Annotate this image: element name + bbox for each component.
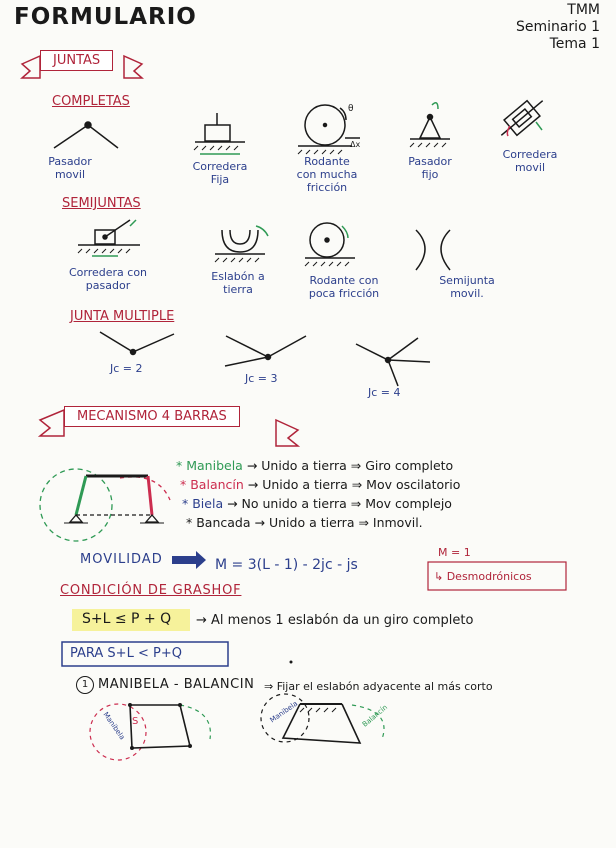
mecanismo-banner: MECANISMO 4 BARRAS bbox=[64, 406, 240, 427]
topic-label: Tema 1 bbox=[549, 36, 600, 52]
dx-label: Δx bbox=[350, 140, 361, 149]
mecanismo-list bbox=[172, 458, 460, 530]
semijunta-movil-drawing bbox=[416, 230, 450, 270]
manibela-item bbox=[176, 458, 460, 473]
juntas-banner: JUNTAS bbox=[40, 50, 113, 71]
movilidad-arrow bbox=[172, 551, 206, 569]
completas-label-1: Pasador movil bbox=[48, 155, 92, 181]
case-text: ⇒ Fijar el eslabón adyacente al más corto bbox=[264, 680, 493, 693]
biela-item bbox=[182, 496, 460, 511]
biela-desc: → No unido a tierra ⇒ Mov complejo bbox=[227, 496, 452, 511]
completas-label-5: Corredera movil bbox=[502, 148, 558, 174]
fig-left-manibela-label: Manibela bbox=[101, 710, 127, 742]
page-title: FORMULARIO bbox=[14, 4, 197, 30]
semijuntas-label-2: Eslabón a tierra bbox=[211, 270, 265, 296]
corredera-pasador-drawing bbox=[78, 220, 140, 256]
bancada-name: Bancada bbox=[196, 515, 251, 530]
grashof-boxed-text: PARA S+L < P+Q bbox=[70, 646, 182, 661]
movilidad-label: MOVILIDAD bbox=[80, 552, 163, 567]
pasador-fijo-drawing bbox=[410, 103, 450, 147]
bancada-item bbox=[186, 515, 460, 530]
movilidad-note-bottom: ↳ Desmodrónicos bbox=[434, 570, 532, 583]
manibela-desc: → Unido a tierra ⇒ Giro completo bbox=[246, 458, 454, 473]
seminar-label: Seminario 1 bbox=[515, 19, 600, 35]
biela-name: Biela bbox=[192, 496, 224, 511]
theta-label: θ bbox=[348, 104, 354, 114]
bancada-desc: → Unido a tierra ⇒ Inmovil. bbox=[254, 515, 423, 530]
completas-label-3: Rodante con mucha fricción bbox=[296, 155, 358, 194]
completas-label-2: Corredera Fija bbox=[192, 160, 248, 186]
junta-multiple-2-drawing bbox=[100, 332, 174, 355]
eslabon-tierra-drawing bbox=[215, 226, 268, 262]
course-info bbox=[500, 2, 600, 53]
balancin-bullet: * bbox=[180, 477, 187, 492]
course-name: TMM bbox=[567, 2, 600, 18]
bancada-bullet: * bbox=[186, 515, 193, 530]
case-title: MANIBELA - BALANCIN bbox=[98, 677, 255, 692]
manibela-name: Manibela bbox=[186, 458, 243, 473]
grashof-heading: CONDICIÓN DE GRASHOF bbox=[60, 583, 242, 598]
fig-right-manibela-label: Manibela bbox=[268, 699, 300, 725]
pasador-movil-drawing bbox=[54, 122, 118, 148]
junta-multiple-4-drawing bbox=[356, 338, 430, 386]
junta-multiple-label-1: Jc = 2 bbox=[110, 362, 143, 375]
grashof-condition-text: → Al menos 1 eslabón da un giro completo bbox=[196, 613, 474, 628]
balancin-desc: → Unido a tierra ⇒ Mov oscilatorio bbox=[247, 477, 461, 492]
case-number-circle: 1 bbox=[76, 676, 94, 694]
grashof-condition: S+L ≤ P + Q bbox=[82, 611, 172, 627]
junta-multiple-heading: JUNTA MULTIPLE bbox=[70, 309, 175, 324]
dot-mark bbox=[290, 661, 293, 664]
balancin-name: Balancín bbox=[190, 477, 244, 492]
completas-label-4: Pasador fijo bbox=[408, 155, 452, 181]
movilidad-note-top: M = 1 bbox=[438, 546, 471, 559]
semijuntas-label-4: Semijunta movil. bbox=[439, 274, 495, 300]
balancin-item bbox=[180, 477, 460, 492]
completas-heading: COMPLETAS bbox=[52, 94, 130, 109]
semijuntas-label-3: Rodante con poca fricción bbox=[308, 274, 380, 300]
rodante-poca-friccion-drawing bbox=[305, 223, 355, 266]
movilidad-formula: M = 3(L - 1) - 2jc - js bbox=[215, 557, 358, 573]
manibela-bullet: * bbox=[176, 458, 183, 473]
corredera-fija-drawing bbox=[194, 113, 245, 154]
corredera-movil-drawing bbox=[495, 93, 549, 143]
fig-left-s-label: S bbox=[132, 716, 139, 727]
biela-bullet: * bbox=[182, 496, 189, 511]
junta-multiple-label-2: Jc = 3 bbox=[245, 372, 278, 385]
semijuntas-label-1: Corredera con pasador bbox=[68, 266, 148, 292]
semijuntas-heading: SEMIJUNTAS bbox=[62, 196, 141, 211]
junta-multiple-3-drawing bbox=[225, 336, 306, 366]
four-bar-mechanism-drawing bbox=[40, 469, 170, 541]
junta-multiple-label-3: Jc = 4 bbox=[368, 386, 401, 399]
fig-right-balancin-label: Balancín bbox=[360, 703, 390, 729]
